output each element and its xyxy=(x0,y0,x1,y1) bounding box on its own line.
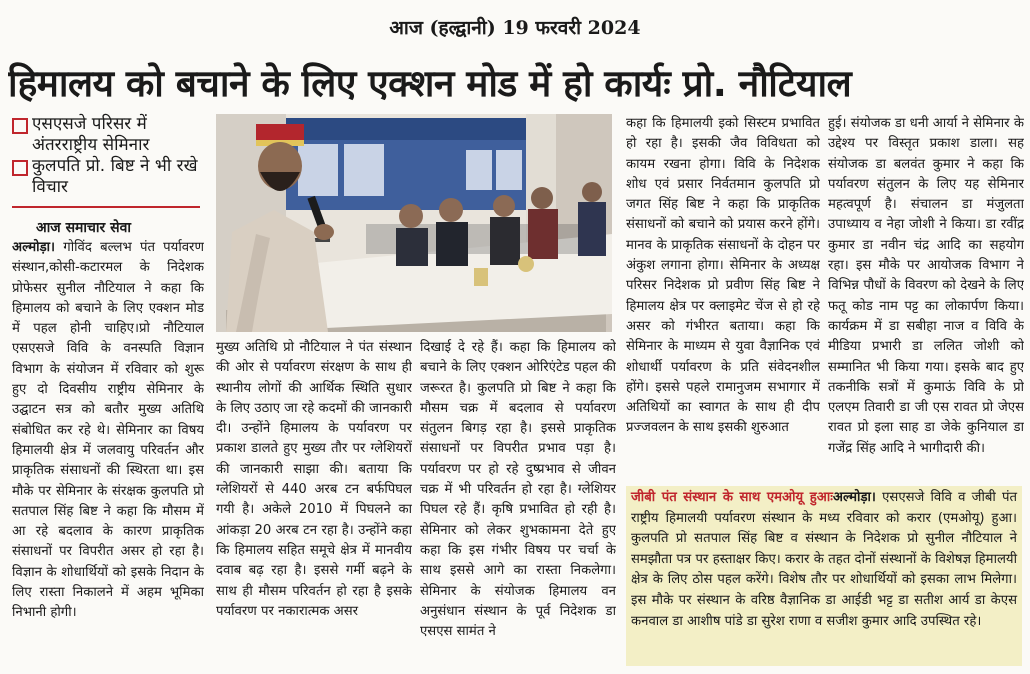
column-text: दिखाई दे रहे हैं। कहा कि हिमालय को बचाने के लिए एक्शन ओरिएंटेड पहल की जरूरत है। कुलपति प्रो बिष्ट ने कहा कि मौसम चक्र में बदलाव से पर्यावरण संतुलन बिगड़ रहा है। इससे प्राकृतिक संसाधनों पर विपरीत प्रभाव पड़ा है। पर्यावरण पर हो रहे दुष्प्रभाव से जीवन चक्र में भी परिवर्तन हो रहा है। ग्लेशियर पिघल रहे हैं। कृषि प्रभावित हो रही है। सेमिनार को लेकर शुभकामना देते हुए कहा कि इस गंभीर विषय पर चर्चा के साथ इससे आगे का रास्ता निकलेगा। सेमिनार के संयोजक हिमालय वन अनुसंधान संस्थान के पूर्व निदेशक डा एसएस सामंत ने xyxy=(420,340,616,640)
subhead-text: एसएसजे परिसर में अंतरराष्ट्रीय सेमिनार xyxy=(32,114,150,155)
story-dateline: अल्मोड़ा। xyxy=(12,240,56,255)
subhead-2 xyxy=(12,156,207,198)
box-text: एसएसजे विवि व जीबी पंत राष्ट्रीय हिमालयी पर्यावरण संस्थान के मध्य रविवार को करार (एमओयू) हुआ। कुलपति प्रो सतपाल सिंह बिष्ट व संस्थान के निदेशक प्रो सुनील नौटियाल ने समझौता पत्र पर हस्ताक्षर किए। करार के तहत दोनों संस्थानों के विशेषज्ञ हिमालयी क्षेत्र के लिए ठोस पहल करेंगे। विशेष तौर पर शोधार्थियों को इसका लाभ मिलेगा। इस मौके पर संस्थान के वरिष्ठ वैज्ञानिक डा आईडी भट्ट डा सतीश आर्य डा केएस कनवाल डा आशीष पांडे डा सुरेश राणा व सजीश कुमार आदि उपस्थित रहे। xyxy=(631,490,1017,629)
seminar-photo xyxy=(216,114,612,332)
checkbox-bullet-icon xyxy=(12,160,28,176)
column-text: गोविंद बल्लभ पंत पर्यावरण संस्थान,कोसी-कटारमल के निदेशक प्रोफेसर सुनील नौटियाल ने कहा कि हिमालय को बचाने के लिए एक्शन मोड में पहल होनी चाहिए।प्रो नौटियाल एसएसजे विवि के वनस्पति विज्ञान विभाग के संयोजन में रविवार को शुरू हुए दो दिवसीय राष्ट्रीय सेमिनार के उद्घाटन सत्र को बतौर मुख्य अतिथि संबोधित कर रहे थे। सेमिनार का विषय हिमालयी क्षेत्र में जलवायु परिवर्तन और प्राकृतिक संसाधनों की स्थिरता था। इस मौके पर सेमिनार के संरक्षक कुलपति प्रो सतपाल सिंह बिष्ट ने कहा कि मौसम में आ रहे बदलाव के कारण प्राकृतिक संसाधनों पर विपरीत असर हो रहा है। विज्ञान के शोधार्थियों को इसके निदान के लिए रास्ता निकालने में अहम भूमिका निभानी होगी। xyxy=(12,240,204,621)
column-text: मुख्य अतिथि प्रो नौटियाल ने पंत संस्थान की ओर से पर्यावरण संरक्षण के साथ ही स्थानीय लोगों की आर्थिक स्थिति सुधार के लिए उठाए जा रहे कदमों की जानकारी दी। उन्होंने हिमालय के पर्यावरण पर प्रकाश डालते हुए मुख्य तौर पर ग्लेशियरों की जानकारी साझा की। बताया कि ग्लेशियरों से 440 अरब टन बर्फपिघल गयी है। अकेले 2010 में पिघलने का आंकड़ा 20 अरब टन रहा है। उन्होंने कहा कि हिमालय सहित समूचे क्षेत्र में मानवीय दवाब बढ़ रहा है। इससे गर्मी बढ़ने के साथ ही मौसम परिवर्तन हो रहा है इसके पर्यावरण पर नकारात्मक असर xyxy=(216,340,412,619)
dateline: आज (हल्द्वानी) 19 फरवरी 2024 xyxy=(389,17,641,39)
byline: आज समाचार सेवा xyxy=(36,220,132,236)
subhead-text: कुलपति प्रो. बिष्ट ने भी रखे विचार xyxy=(32,156,198,197)
subhead-1 xyxy=(12,114,207,156)
article-column-5 xyxy=(828,114,1024,482)
article-column-3 xyxy=(420,338,616,668)
column-text: कहा कि हिमालयी इको सिस्टम प्रभावित हो रहा है। इसकी जैव विविधता को कायम रखना होगा। विवि के निदेशक शोध एवं प्रसार निर्वतमान कुलपति प्रो जगत सिंह बिष्ट ने कहा कि प्राकृतिक संसाधनों को बचाने को प्रयास करने होंगे। मानव के प्राकृतिक संसाधनों के दोहन पर अंकुश लगाना होगा। सेमिनार के अध्यक्ष परिसर निदेशक प्रो प्रवीण सिंह बिष्ट ने हिमालय क्षेत्र पर क्लाइमेट चेंज से हो रहे असर को गंभीरत बताया। कहा कि सेमिनार के माध्यम से युवा वैज्ञानिक एवं शोधार्थी पर्यावरण के प्रति संवेदनशील होंगे। इससे पहले रामानुजम सभागार में अतिथियों का स्वागत के साथ ही दीप प्रज्जवलन के साथ इसकी शुरुआत xyxy=(626,116,820,436)
checkbox-bullet-icon xyxy=(12,118,28,134)
column-text: हुई। संयोजक डा धनी आर्या ने सेमिनार के उद्देश्य पर विस्तृत प्रकाश डाला। सह संयोजक डा बलवंत कुमार ने कहा कि पर्यावरण संतुलन के लिए यह सेमिनार महत्वपूर्ण है। संचालन डा मंजुलता उपाध्याय व नेहा जोशी ने किया। डा रवींद्र कुमार डा नवीन चंद्र आदि का सहयोग रहा। इस मौके पर आयोजक विभाग ने विभिन्न पौधों के विवरण को देखने के लिए फतू कोड नाम पट्ट का लोकार्पण किया। कार्यक्रम में डा सबीहा नाज व विवि के मीडिया प्रभारी डा ललित जोशी को सम्मानित भी किया गया। इसके बाद हुए तकनीकि सत्रों में कुमाऊं विवि के प्रो एलएम तिवारी डा जी एस रावत प्रो जेएस रावत प्रो इला साह डा जेके कुनियाल डा गजेंद्र सिंह आदि ने भागीदारी की। xyxy=(828,116,1024,456)
article-column-2 xyxy=(216,338,412,668)
article-column-4 xyxy=(626,114,820,482)
box-dateline: अल्मोड़ा। xyxy=(832,490,876,505)
article-column-1 xyxy=(12,238,204,668)
seminar-stage-image xyxy=(216,114,612,332)
subheads xyxy=(12,114,207,198)
box-headline: जीबी पंत संस्थान के साथ एमओयू हुआः xyxy=(631,490,833,505)
mou-sidebar-box xyxy=(626,486,1022,666)
divider xyxy=(12,206,200,208)
headline: हिमालय को बचाने के लिए एक्शन मोड में हो कार्यः प्रो. नौटियाल xyxy=(8,62,852,105)
